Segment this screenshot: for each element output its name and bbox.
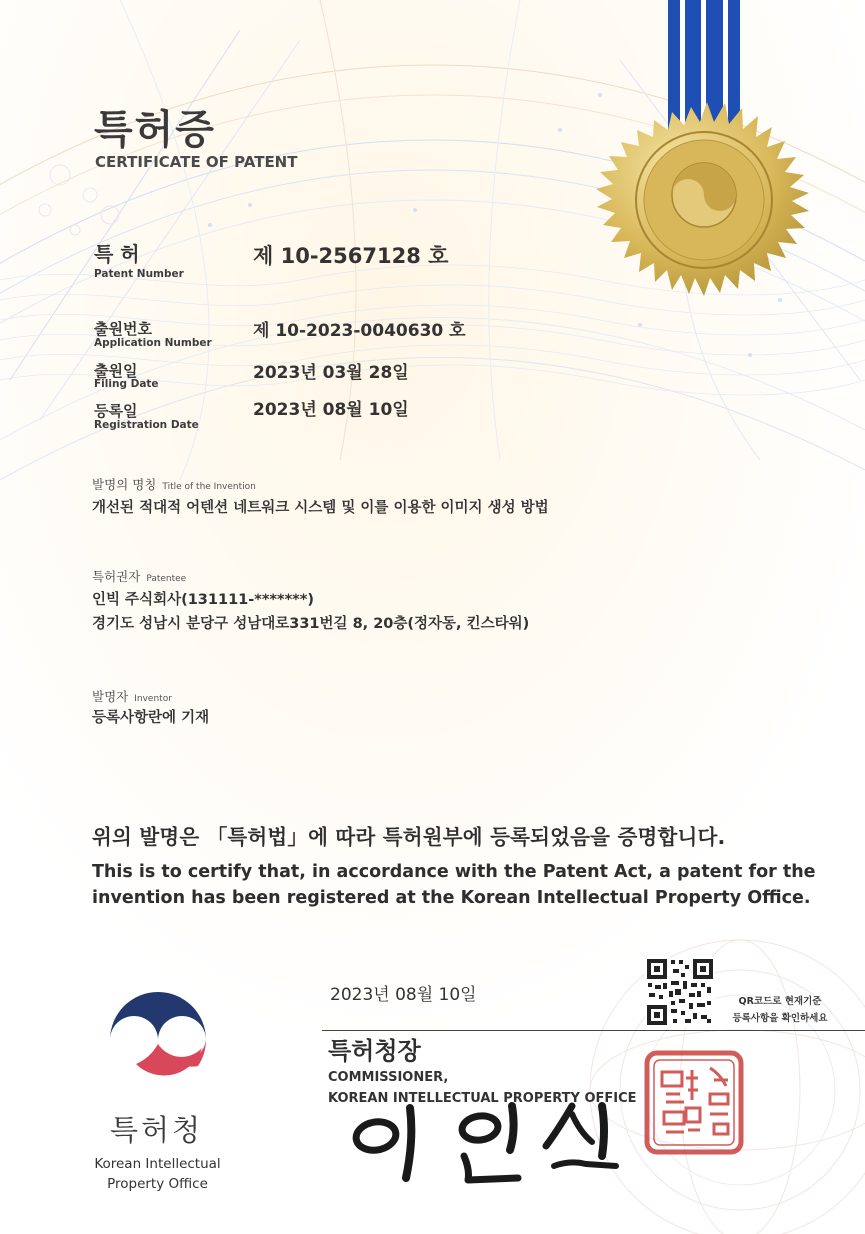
commissioner-title-korean: 특허청장 [328,1037,421,1065]
kipo-name-english-line2: Property Office [107,1176,208,1192]
official-red-stamp-icon [644,1050,744,1155]
patent-number-value: 제 10-2567128 호 [253,244,449,268]
patentee-label [92,566,186,585]
application-number-value: 제 10-2023-0040630 호 [253,321,466,341]
inventor-value: 등록사항란에 기재 [92,710,210,726]
patentee-name: 인빅 주식회사(131111-*******) [92,592,314,608]
certification-statement-korean: 위의 발명은 「특허법」에 따라 특허원부에 등록되었음을 증명합니다. [92,825,726,849]
signature-date: 2023년 08월 10일 [330,985,477,1005]
gold-medal-seal-icon [592,100,822,310]
patentee-label-english: Patentee [146,574,187,584]
registration-date-value: 2023년 08월 10일 [253,400,409,420]
inventor-label-korean: 발명자 [92,689,129,704]
inventor-label [92,686,172,705]
kipo-name-korean: 특허청 [110,1113,204,1147]
patentee-address: 경기도 성남시 분당구 성남대로331번길 8, 20층(정자동, 킨스타워) [92,616,530,632]
kipo-emblem-icon [106,988,211,1093]
filing-date-value: 2023년 03월 28일 [253,363,409,383]
kipo-name-english-line1: Korean Intellectual [94,1156,221,1172]
application-number-label-english: Application Number [94,337,212,349]
document-title-korean: 특허증 [94,107,216,153]
inventor-label-english: Inventor [134,694,172,704]
application-number-label-korean: 출원번호 [94,320,152,338]
qr-caption-line2: 등록사항을 확인하세요 [732,1013,828,1024]
invention-title-value: 개선된 적대적 어텐션 네트워크 시스템 및 이를 이용한 이미지 생성 방법 [92,500,549,516]
commissioner-title-english-line1: COMMISSIONER, [328,1070,449,1085]
handwritten-signature-icon [340,1100,630,1190]
filing-date-label-korean: 출원일 [94,362,138,380]
certification-statement-english-line1: This is to certify that, in accordance with the Patent Act, a patent for the [92,862,816,882]
commissioner-title-english-line2: KOREAN INTELLECTUAL PROPERTY OFFICE [328,1091,637,1106]
registration-date-label-english: Registration Date [94,419,199,431]
registration-date-label-korean: 등록일 [94,402,138,420]
patent-number-label-korean: 특 허 [94,242,140,266]
document-title-english: CERTIFICATE OF PATENT [95,153,298,171]
invention-title-label [92,474,256,493]
certification-statement-english-line2: invention has been registered at the Korean Intellectual Property Office. [92,888,811,908]
patentee-label-korean: 특허권자 [92,569,141,584]
invention-title-label-english: Title of the Invention [162,482,256,492]
patent-number-label-english: Patent Number [94,268,184,280]
invention-title-label-korean: 발명의 명칭 [92,477,157,492]
filing-date-label-english: Filing Date [94,378,159,390]
qr-caption-line1: QR코드로 현재기준 [738,996,822,1007]
